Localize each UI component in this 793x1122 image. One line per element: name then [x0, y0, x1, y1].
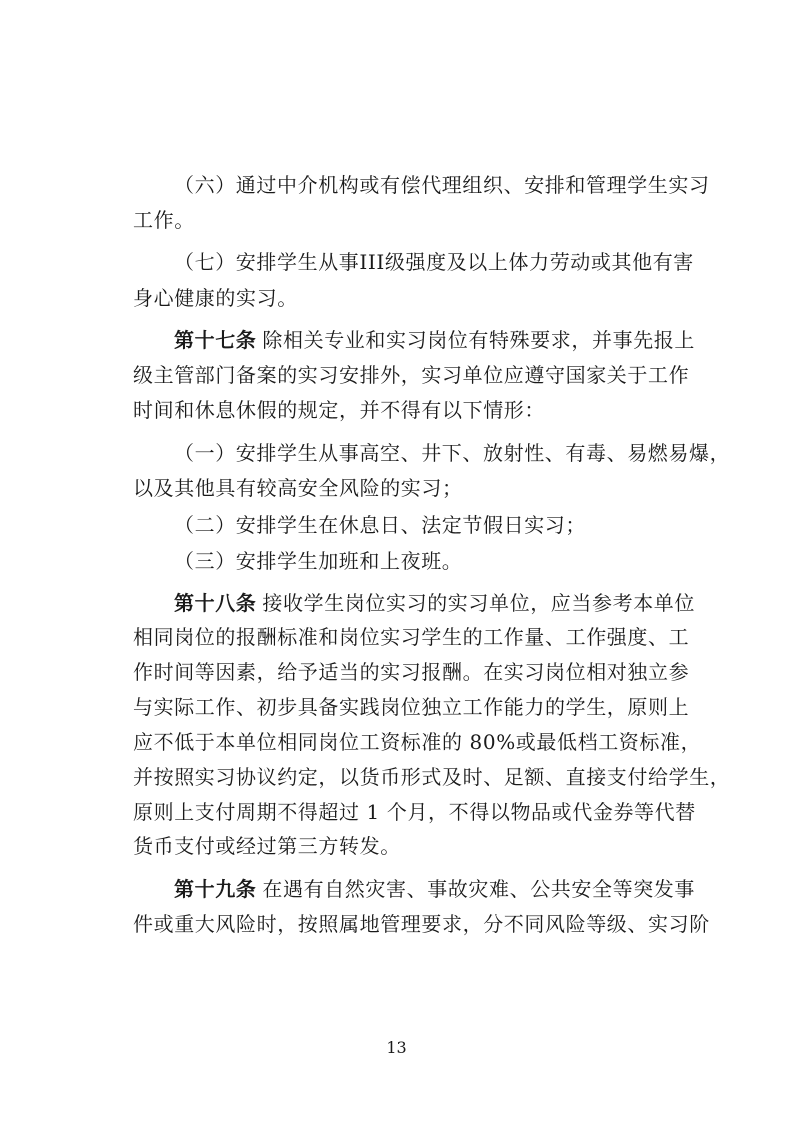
text-line [133, 624, 689, 650]
line-text: （六）通过中介机构或有偿代理组织、安排和管理学生实习 [174, 173, 710, 197]
text-line [133, 397, 545, 423]
text-line [133, 475, 463, 501]
text-line [133, 764, 730, 790]
page-number: 13 [386, 1038, 407, 1057]
line-text: 在遇有自然灾害、事故灾难、公共安全等突发事 [262, 877, 696, 901]
article-heading: 第十九条 [174, 877, 257, 901]
text-line [133, 729, 701, 755]
line-text: 并按照实习协议约定，以货币形式及时、足额、直接支付给学生， [133, 765, 731, 789]
text-line [133, 911, 710, 937]
line-text: 货币支付或经过第三方转发。 [133, 834, 401, 858]
text-line [174, 548, 462, 574]
line-text: 以及其他具有较高安全风险的实习； [133, 476, 463, 500]
line-text: 件或重大风险时，按照属地管理要求，分不同风险等级、实习阶 [133, 912, 710, 936]
text-line [133, 285, 298, 311]
text-line [133, 659, 689, 685]
line-text: 级主管部门备案的实习安排外，实习单位应遵守国家关于工作 [133, 363, 690, 387]
article-heading: 第十八条 [174, 591, 257, 615]
text-line [133, 694, 689, 720]
line-text: 原则上支付周期不得超过 1 个月，不得以物品或代金券等代替 [133, 800, 696, 824]
text-line [174, 327, 695, 353]
line-text: 相同岗位的报酬标准和岗位实习学生的工作量、工作强度、工 [133, 625, 690, 649]
line-text: （二）安排学生在休息日、法定节假日实习； [174, 513, 586, 537]
article-heading: 第十七条 [174, 328, 257, 352]
line-text: 工作。 [133, 208, 195, 232]
text-line [133, 799, 696, 825]
line-text: 与实际工作、初步具备实践岗位独立工作能力的学生，原则上 [133, 695, 690, 719]
line-text: 除相关专业和实习岗位有特殊要求，并事先报上 [262, 328, 696, 352]
line-text: （七）安排学生从事III级强度及以上体力劳动或其他有害 [174, 250, 694, 274]
text-line [133, 207, 195, 233]
line-text: （一）安排学生从事高空、井下、放射性、有毒、易燃易爆， [174, 441, 731, 465]
text-line [174, 249, 694, 275]
text-line [174, 876, 695, 902]
line-text: 身心健康的实习。 [133, 286, 298, 310]
line-text: 时间和休息休假的规定，并不得有以下情形： [133, 398, 545, 422]
text-line [174, 172, 710, 198]
text-line [174, 590, 695, 616]
line-text: 作时间等因素，给予适当的实习报酬。在实习岗位相对独立参 [133, 660, 690, 684]
text-line [133, 833, 401, 859]
line-text: 接收学生岗位实习的实习单位，应当参考本单位 [262, 591, 696, 615]
text-line [174, 512, 586, 538]
text-line [133, 362, 689, 388]
line-text: 应不低于本单位相同岗位工资标准的 80%或最低档工资标准， [133, 730, 702, 754]
line-text: （三）安排学生加班和上夜班。 [174, 549, 463, 573]
text-line [174, 440, 730, 466]
